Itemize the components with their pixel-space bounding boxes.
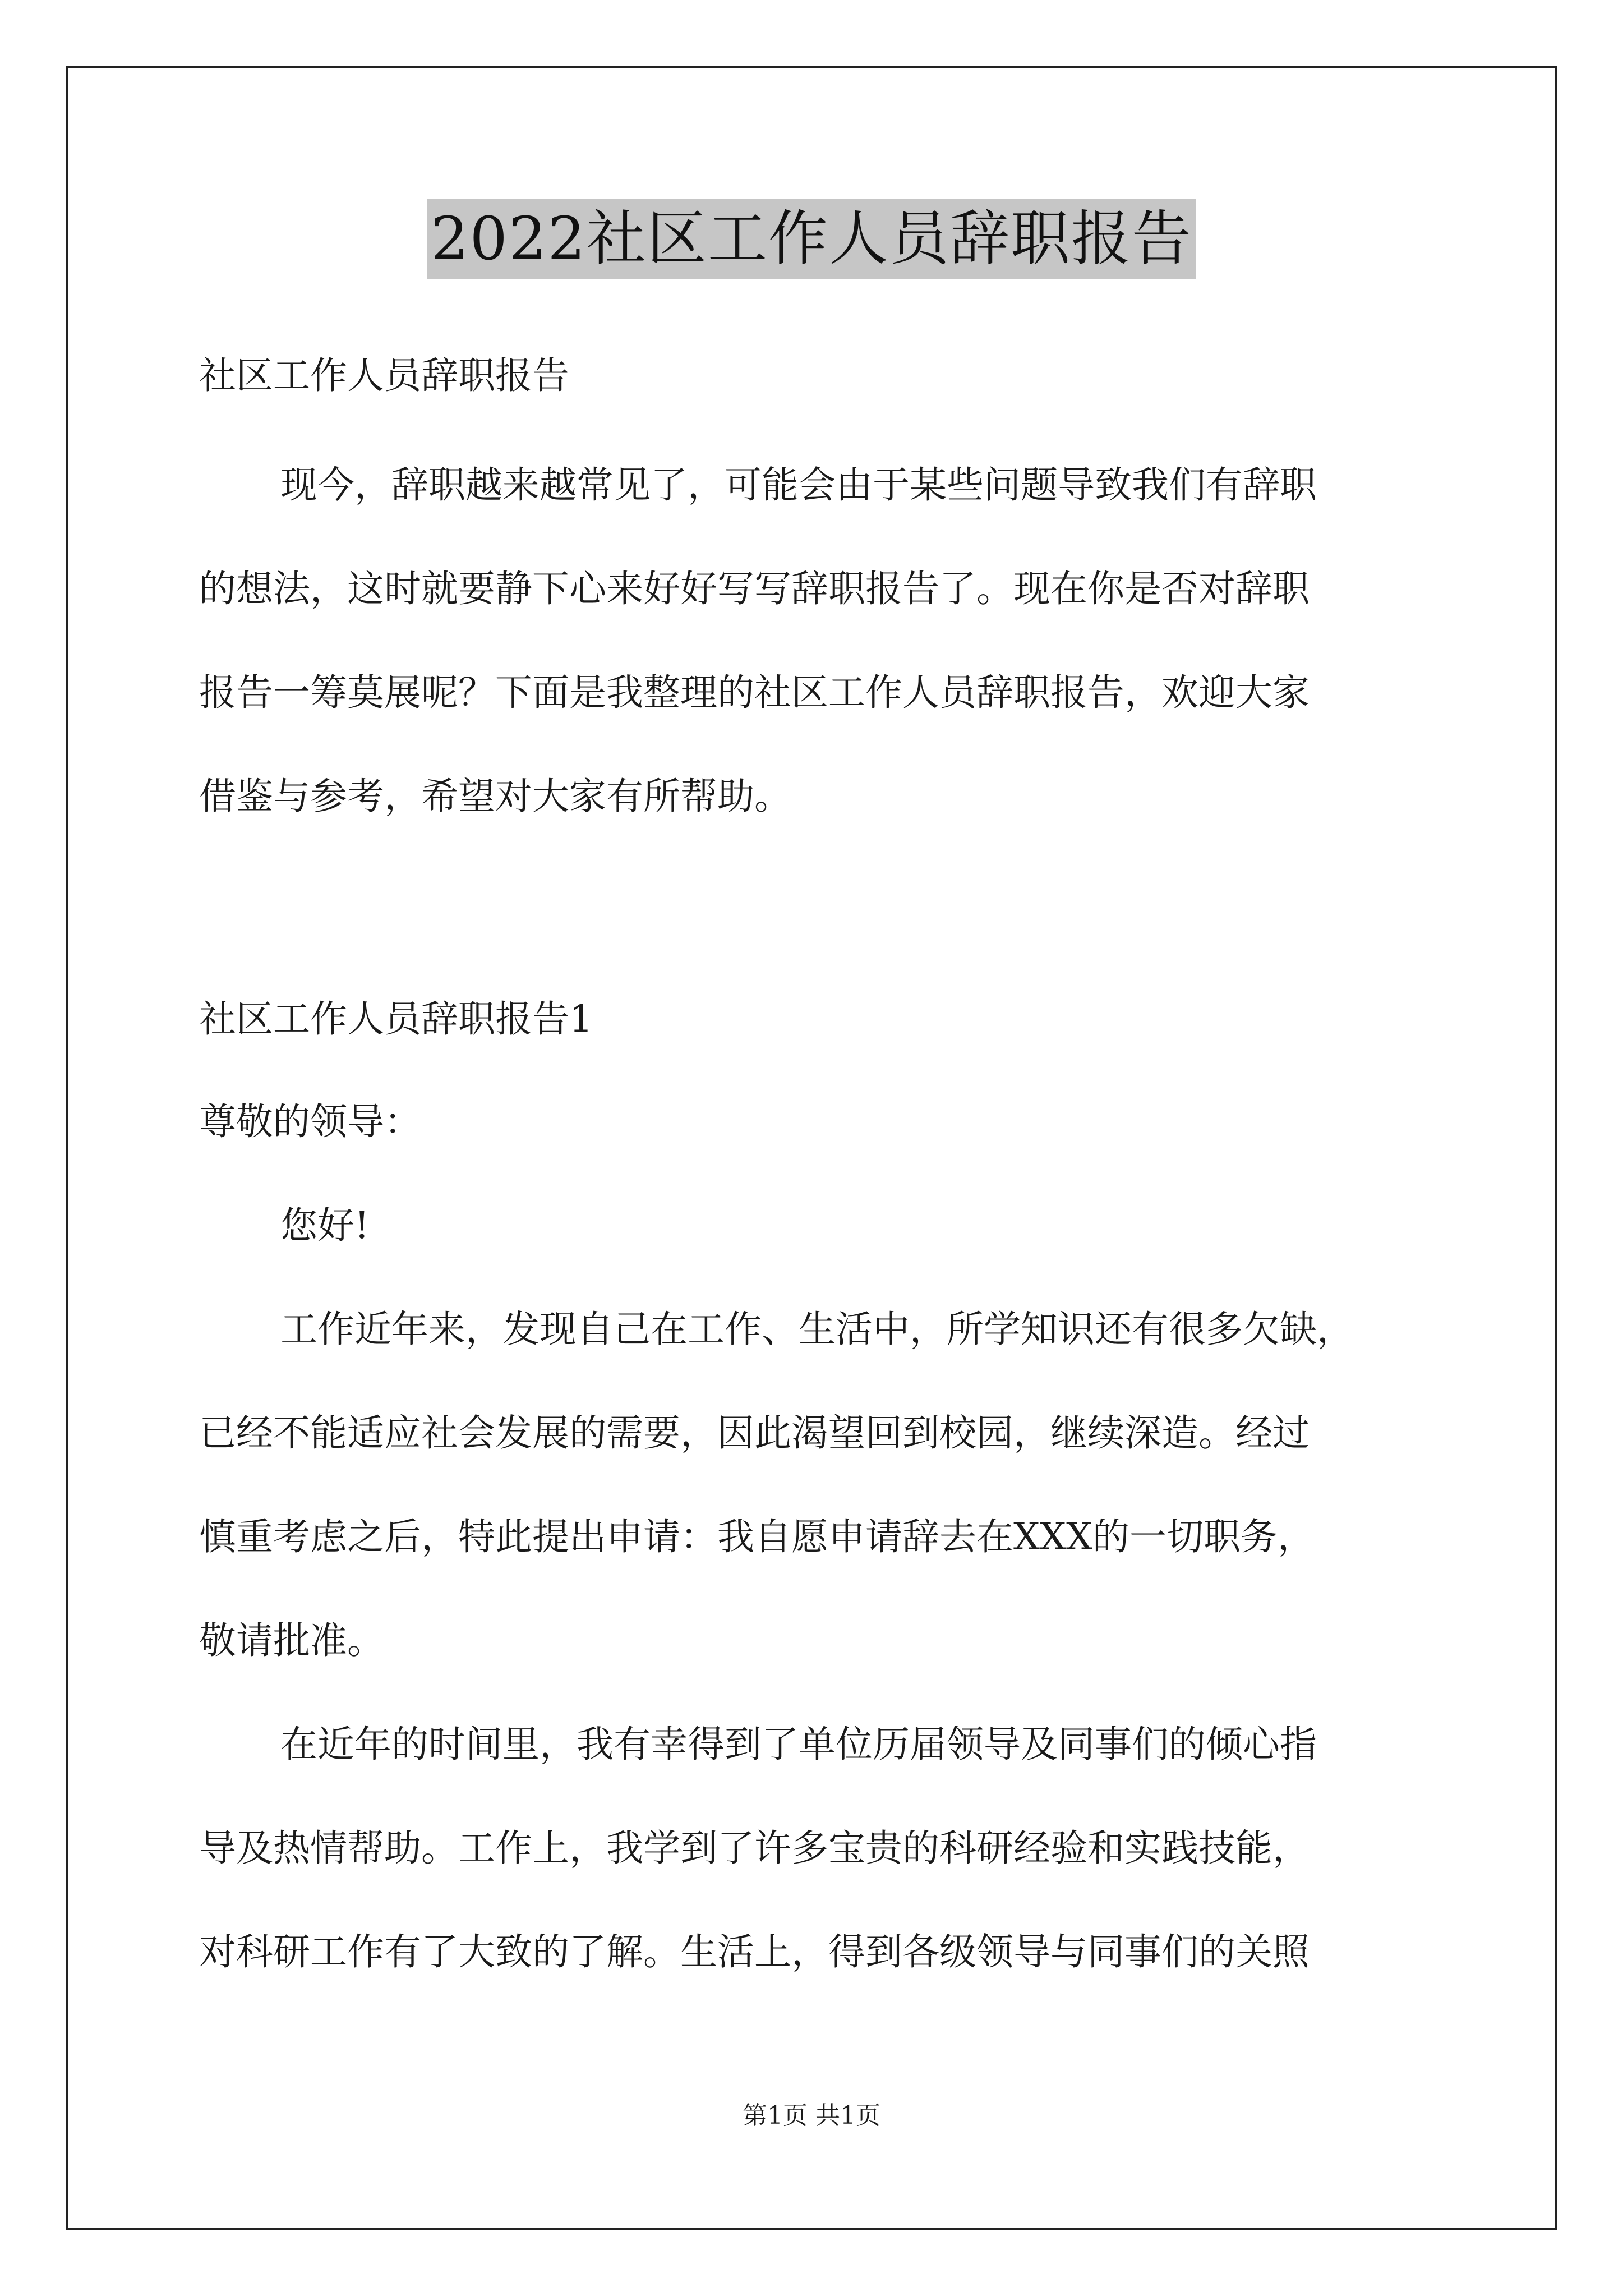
page-footer: 第1页 共1页 [743,2101,880,2130]
document-subtitle: 社区工作人员辞职报告 [199,354,569,397]
title-container [0,199,1623,279]
paragraph1-line-2: 已经不能适应社会发展的需要，因此渴望回到校园，继续深造。经过 [199,1411,1310,1455]
section-heading: 社区工作人员辞职报告1 [199,997,593,1041]
paragraph2-line-2: 导及热情帮助。工作上，我学到了许多宝贵的科研经验和实践技能， [199,1826,1310,1870]
intro-line-2: 的想法，这时就要静下心来好好写写辞职报告了。现在你是否对辞职 [199,567,1310,610]
paragraph2-line-3: 对科研工作有了大致的了解。生活上，得到各级领导与同事们的关照 [199,1930,1310,1973]
document-title: 2022社区工作人员辞职报告 [427,199,1196,279]
intro-line-3: 报告一筹莫展呢？下面是我整理的社区工作人员辞职报告，欢迎大家 [199,671,1310,714]
intro-line-4: 借鉴与参考，希望对大家有所帮助。 [199,775,791,818]
paragraph2-line-1: 在近年的时间里，我有幸得到了单位历届领导及同事们的倾心指 [280,1723,1317,1766]
intro-line-1: 现今，辞职越来越常见了，可能会由于某些问题导致我们有辞职 [280,463,1317,507]
salutation: 尊敬的领导： [199,1100,421,1143]
paragraph1-line-1: 工作近年来，发现自己在工作、生活中，所学知识还有很多欠缺， [280,1308,1354,1351]
paragraph1-line-3: 慎重考虑之后，特此提出申请：我自愿申请辞去在XXX的一切职务， [199,1515,1315,1558]
greeting: 您好! [280,1204,370,1247]
paragraph1-line-4: 敬请批准。 [199,1619,384,1662]
